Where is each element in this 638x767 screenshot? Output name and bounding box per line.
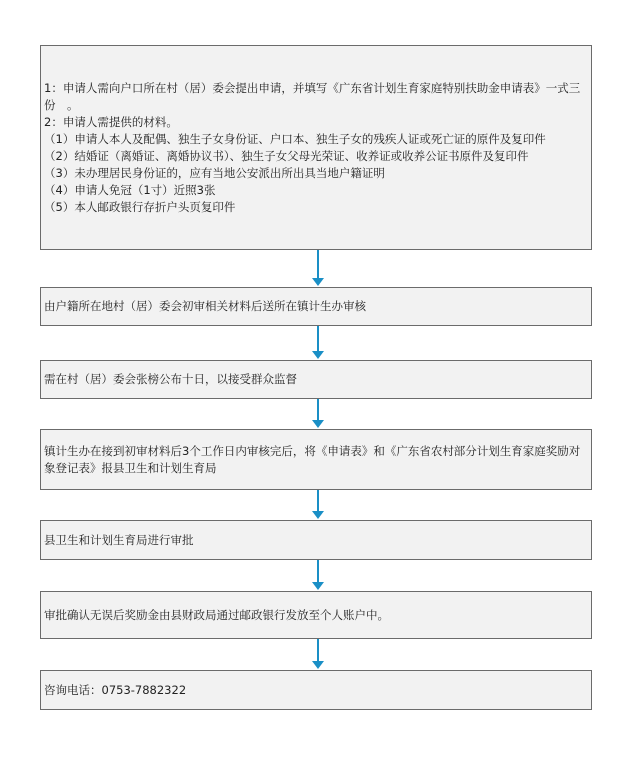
flow-arrow-down-icon [308, 490, 328, 520]
flow-arrow-down-icon [308, 326, 328, 360]
step-text-line: 需在村（居）委会张榜公布十日，以接受群众监督 [44, 372, 297, 386]
step-text-line: 审批确认无误后奖励金由县财政局通过邮政银行发放至个人账户中。 [44, 607, 389, 622]
step-text-line: 咨询电话：0753-7882322 [44, 682, 187, 697]
flow-arrow-down-icon [308, 639, 328, 670]
step-box-village-review [40, 287, 592, 326]
step-text-line: 由户籍所在地村（居）委会初审相关材料后送所在镇计生办审核 [44, 299, 366, 313]
step-text-line: （5）本人邮政银行存折户头页复印件 [44, 199, 236, 214]
step-text-line: （4）申请人免冠（1寸）近照3张 [44, 182, 216, 197]
step-text-line: （2）结婚证（离婚证、离婚协议书）、独生子女父母光荣证、收养证或收养公证书原件及复印件 [44, 148, 529, 163]
step-box-county-approval [40, 520, 592, 560]
step-box-contact [40, 670, 592, 710]
step-text-line: 1：申请人需向户口所在村（居）委会提出申请，并填写《广东省计划生育家庭特别扶助金申请表》一式三份 。 [44, 80, 581, 112]
flow-arrow-down-icon [308, 250, 328, 287]
step-text-line: 2：申请人需提供的材料。 [44, 114, 178, 129]
step-box-public-notice [40, 360, 592, 399]
flow-arrow-down-icon [308, 560, 328, 591]
step-text-line: （1）申请人本人及配偶、独生子女身份证、户口本、独生子女的残疾人证或死亡证的原件及复印件 [44, 131, 546, 146]
step-text-line: （3）未办理居民身份证的，应有当地公安派出所出具当地户籍证明 [44, 165, 385, 180]
step-box-payment [40, 591, 592, 639]
step-text-line: 镇计生办在接到初审材料后3个工作日内审核完后，将《申请表》和《广东省农村部分计划生育家庭奖励对象登记表》报县卫生和计划生育局 [44, 443, 581, 475]
flow-arrow-down-icon [308, 399, 328, 429]
step-text-line: 县卫生和计划生育局进行审批 [44, 532, 194, 547]
step-box-apply [40, 45, 592, 250]
step-box-town-review [40, 429, 592, 490]
